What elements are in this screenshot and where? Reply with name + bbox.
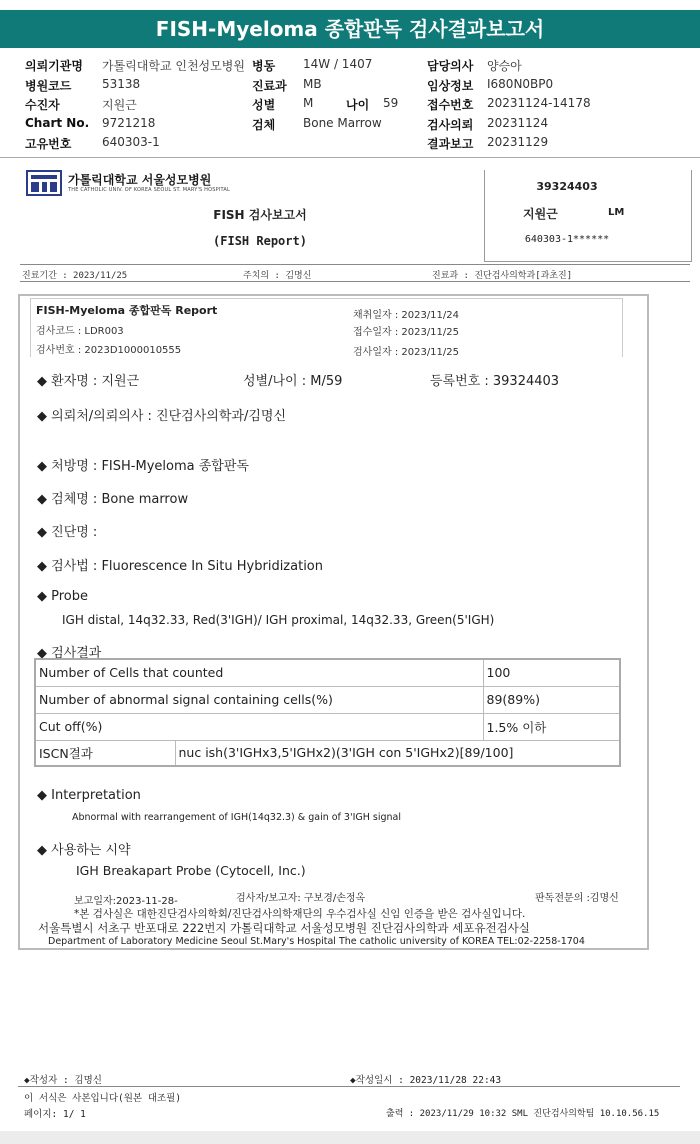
prescription-line: ◆ 처방명 : FISH-Myeloma 종합판독 — [37, 459, 249, 474]
value-unique-number: 640303-1 — [102, 135, 160, 149]
label-department: 진료과 — [252, 79, 287, 93]
specimen-line: ◆ 검체명 : Bone marrow — [37, 492, 189, 507]
received-date: 접수일자 : 2023/11/25 — [353, 327, 460, 338]
patient-unique-id: 640303-1****** — [524, 234, 610, 245]
author: ◆작성자 : 김명신 — [24, 1075, 102, 1086]
report-heading-en: (FISH Report) — [213, 234, 307, 248]
tested-date: 검사일자 : 2023/11/25 — [353, 347, 460, 358]
label-age: 나이 — [346, 98, 370, 112]
value-receipt-number: 20231124-14178 — [487, 96, 591, 110]
label-ward: 병동 — [252, 59, 276, 73]
test-code: 검사코드 : LDR003 — [36, 326, 124, 337]
primary-doctor: 주치의 : 김명신 — [243, 271, 312, 281]
bottom-divider — [18, 1086, 680, 1087]
table-row — [35, 740, 620, 766]
info-department: 진료과 : 진단검사의학과[과초진] — [432, 271, 573, 281]
patient-number: 39324403 — [536, 180, 598, 193]
patient-sex: LM — [608, 207, 625, 218]
info-row-bottom-border — [20, 281, 690, 282]
requester-line: ◆ 의뢰처/의뢰의사 : 진단검사의학과/김명신 — [37, 409, 287, 424]
label-requesting-institution: 의뢰기관명 — [25, 59, 83, 73]
results-table — [34, 658, 621, 767]
document-title: FISH-Myeloma 종합판독 검사결과보고서 — [0, 10, 700, 48]
reading-specialist: 판독전문의 :김명신 — [535, 893, 619, 904]
hospital-subname: THE CATHOLIC UNIV. OF KOREA SEOUL ST. MARY'S HOSPITAL — [68, 187, 231, 193]
lab-address: 서울특별시 서초구 반포대로 222번지 가톨릭대학교 서울성모병원 진단검사의학과 세포유전검사실 — [38, 921, 530, 935]
value-attending-doctor: 양승아 — [487, 59, 522, 73]
tester-reporter: 검사자/보고자: 구보경/손정옥 — [236, 893, 366, 904]
report-date: 보고일자:2023-11-28- — [74, 896, 178, 907]
page-number: 페이지: 1/ 1 — [24, 1109, 86, 1120]
interpretation-text: Abnormal with rearrangement of IGH(14q32.3) & gain of 3'IGH signal — [72, 812, 402, 823]
results-heading: ◆ 검사결과 — [37, 646, 102, 661]
label-specimen: 검체 — [252, 118, 276, 132]
patient-name: 지원근 — [523, 207, 558, 221]
value-result-report: 20231129 — [487, 135, 549, 149]
hospital-logo — [26, 170, 62, 196]
result-label: ISCN결과 — [35, 740, 175, 766]
certification-note: *본 검사실은 대한진단검사의학회/진단검사의학재단의 우수검사실 신임 인증을 받은 검사실입니다. — [74, 908, 526, 920]
info-row-top-border — [20, 264, 690, 265]
header-divider — [0, 157, 700, 158]
treatment-period: 진료기간 : 2023/11/25 — [22, 271, 128, 281]
table-row — [35, 686, 620, 713]
value-sex: M — [303, 96, 314, 110]
label-clinical-info: 임상정보 — [427, 79, 474, 93]
table-row — [35, 713, 620, 740]
value-patient: 지원근 — [102, 98, 137, 112]
copy-notice: 이 서식은 사본입니다(원본 대조필) — [24, 1093, 182, 1104]
probe-heading: ◆ Probe — [37, 589, 89, 604]
patient-sexage-line: 성별/나이 : M/59 — [243, 374, 343, 389]
test-number: 검사번호 : 2023D1000010555 — [36, 345, 182, 356]
value-chart-no: 9721218 — [102, 116, 156, 130]
result-label: Number of Cells that counted — [35, 659, 483, 686]
label-result-report: 결과보고 — [427, 137, 474, 151]
interpretation-heading: ◆ Interpretation — [37, 788, 141, 803]
result-value: 1.5% 이하 — [483, 713, 620, 740]
result-label: Number of abnormal signal containing cells(%) — [35, 686, 483, 713]
patient-reg-line: 등록번호 : 39324403 — [430, 374, 560, 389]
reagent-text: IGH Breakapart Probe (Cytocell, Inc.) — [76, 863, 306, 878]
label-receipt-number: 접수번호 — [427, 98, 474, 112]
value-specimen: Bone Marrow — [303, 116, 382, 130]
value-test-request: 20231124 — [487, 116, 549, 130]
label-patient: 수진자 — [25, 98, 60, 112]
reagent-heading: ◆ 사용하는 시약 — [37, 843, 131, 858]
page-bottom-band — [0, 1131, 700, 1144]
label-attending-doctor: 담당의사 — [427, 59, 474, 73]
value-age: 59 — [383, 96, 399, 110]
result-value: 100 — [483, 659, 620, 686]
value-ward: 14W / 1407 — [303, 57, 373, 71]
report-name: FISH-Myeloma 종합판독 Report — [36, 304, 218, 317]
table-row — [35, 659, 620, 686]
collection-date: 채취일자 : 2023/11/24 — [353, 310, 460, 321]
method-line: ◆ 검사법 : Fluorescence In Situ Hybridization — [37, 559, 323, 574]
written-datetime: ◆작성일시 : 2023/11/28 22:43 — [350, 1075, 502, 1086]
value-clinical-info: I680N0BP0 — [487, 77, 554, 91]
label-unique-number: 고유번호 — [25, 137, 72, 151]
hospital-name: 가톨릭대학교 서울성모병원 — [68, 173, 212, 187]
value-hospital-code: 53138 — [102, 77, 141, 91]
result-value: 89(89%) — [483, 686, 620, 713]
patient-name-line: ◆ 환자명 : 지원근 — [37, 374, 140, 389]
result-value: nuc ish(3'IGHx3,5'IGHx2)(3'IGH con 5'IGHx2)[89/100] — [175, 740, 620, 766]
label-sex: 성별 — [252, 98, 276, 112]
value-requesting-institution: 가톨릭대학교 인천성모병원 — [102, 59, 245, 73]
label-hospital-code: 병원코드 — [25, 79, 72, 93]
result-label: Cut off(%) — [35, 713, 483, 740]
label-chart-no: Chart No. — [25, 116, 90, 130]
diagnosis-line: ◆ 진단명 : — [37, 525, 98, 540]
label-test-request: 검사의뢰 — [427, 118, 474, 132]
print-info: 출력 : 2023/11/29 10:32 SML 진단검사의학팀 10.10.56.15 — [386, 1109, 660, 1119]
department-english: Department of Laboratory Medicine Seoul St.Mary's Hospital The catholic university of KOREA TEL:02-2258-1704 — [48, 936, 585, 947]
value-department: MB — [303, 77, 322, 91]
report-heading-ko: FISH 검사보고서 — [213, 208, 307, 222]
probe-detail: IGH distal, 14q32.33, Red(3'IGH)/ IGH proximal, 14q32.33, Green(5'IGH) — [62, 613, 495, 627]
